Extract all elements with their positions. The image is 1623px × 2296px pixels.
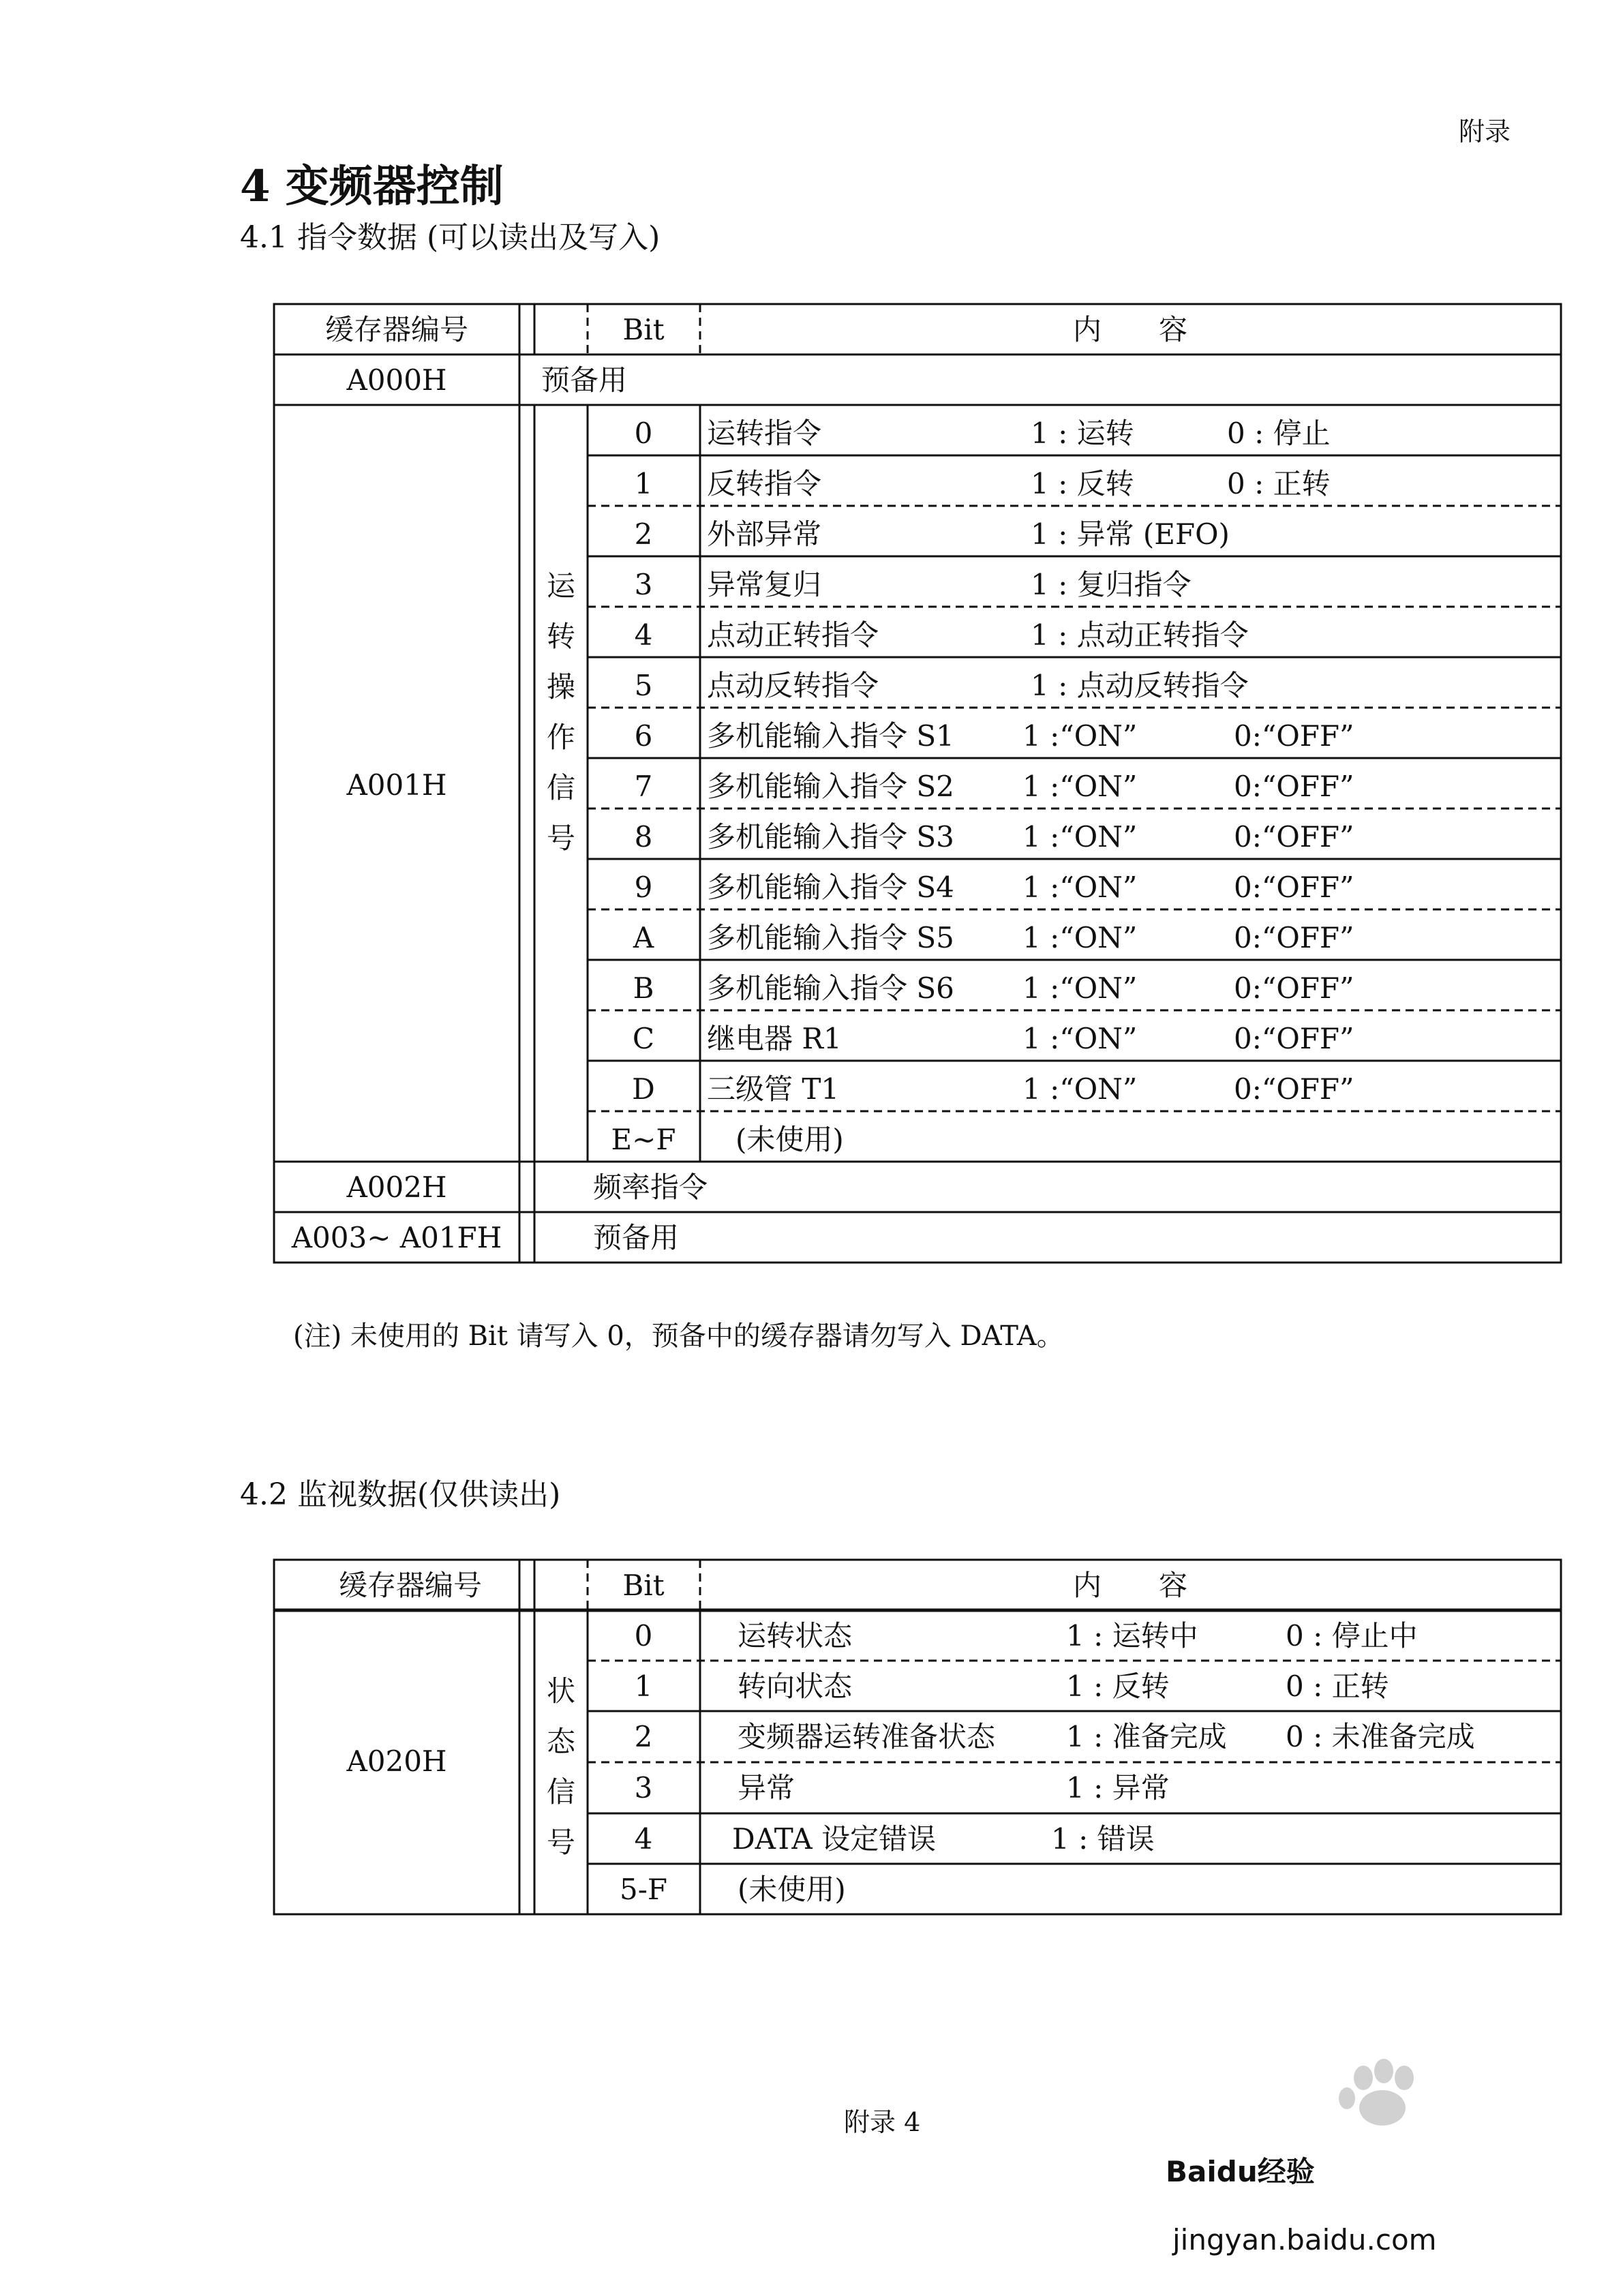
value-on-cell: 1 :“ON” <box>1022 971 1138 1005</box>
subsection-title-command-data: 4.1 指令数据 (可以读出及写入) <box>240 220 661 255</box>
bit-cell: D <box>632 1072 655 1106</box>
value-off-cell: 0 : 停止中 <box>1286 1619 1418 1652</box>
col-content-header: 内 容 <box>1072 1569 1188 1602</box>
value-off-cell: 0 : 正转 <box>1286 1670 1389 1703</box>
name-cell: 反转指令 <box>707 467 822 500</box>
paw-icon <box>1339 2059 1414 2126</box>
bit-cell: C <box>632 1022 655 1055</box>
col-bit-header: Bit <box>622 1569 665 1602</box>
bit-cell: 0 <box>634 417 653 450</box>
value-off-cell: 0:“OFF” <box>1234 871 1354 904</box>
bit-cell: 5 <box>634 669 653 702</box>
value-on-cell: 1 :“ON” <box>1022 719 1138 753</box>
name-cell: 多机能输入指令 S1 <box>707 719 954 753</box>
value-on-cell: 1 :“ON” <box>1022 820 1138 854</box>
value-on-cell: 1 :“ON” <box>1022 1072 1138 1106</box>
subsection-title-monitor-data: 4.2 监视数据(仅供读出) <box>240 1477 561 1512</box>
name-cell: 多机能输入指令 S2 <box>707 770 954 803</box>
page-header-label: 附录 <box>1459 117 1511 147</box>
group-char: 操 <box>546 670 576 704</box>
value-on-cell: 1 : 复归指令 <box>1031 568 1192 601</box>
bit-cell: A <box>633 921 654 954</box>
value-on-cell: 1 : 点动反转指令 <box>1031 669 1249 702</box>
name-cell: 多机能输入指令 S5 <box>707 921 954 954</box>
name-cell: 多机能输入指令 S3 <box>707 820 954 854</box>
bit-cell: E~F <box>611 1123 676 1156</box>
a020-group-label <box>547 1674 576 1859</box>
table-row <box>635 1670 1389 1703</box>
value-on-cell: 1 : 运转 <box>1031 417 1134 450</box>
group-char: 信 <box>546 771 576 804</box>
register-a001: A001H <box>346 768 447 802</box>
name-cell: 外部异常 <box>707 517 822 551</box>
bit-cell: 6 <box>634 719 653 753</box>
value-on-cell: 1 :“ON” <box>1022 1022 1138 1055</box>
table-row <box>635 1720 1475 1753</box>
table-row <box>635 1822 1155 1856</box>
table-row <box>635 1619 1418 1652</box>
name-cell: 三级管 T1 <box>707 1072 840 1106</box>
value-off-cell: 0:“OFF” <box>1234 820 1354 854</box>
value-on-cell: 1 : 反转 <box>1031 467 1134 500</box>
name-cell: 继电器 R1 <box>707 1022 842 1055</box>
value-off-cell: 0:“OFF” <box>1234 1072 1354 1106</box>
value-on-cell: 1 : 反转 <box>1066 1670 1170 1703</box>
value-off-cell: 0:“OFF” <box>1234 719 1354 753</box>
group-char: 作 <box>546 721 576 754</box>
group-char: 态 <box>546 1725 576 1758</box>
table-note: (注) 未使用的 Bit 请写入 0，预备中的缓存器请勿写入 DATA。 <box>293 1320 1064 1352</box>
value-on-cell: 1 :“ON” <box>1022 871 1138 904</box>
bit-cell: 3 <box>634 1771 653 1804</box>
watermark-brand: Baidu经验 <box>1166 2155 1315 2188</box>
register-a002: A002H <box>346 1170 447 1204</box>
name-cell: DATA 设定错误 <box>732 1822 937 1856</box>
group-char: 状 <box>546 1674 576 1708</box>
bit-cell: 3 <box>634 568 653 601</box>
bit-cell: 1 <box>634 467 653 500</box>
value-off-cell: 0:“OFF” <box>1234 770 1354 803</box>
bit-cell: 4 <box>634 1822 653 1856</box>
bit-cell: 4 <box>634 618 653 652</box>
name-cell: 转向状态 <box>738 1670 853 1703</box>
bit-cell: 7 <box>634 770 653 803</box>
col-register-header: 缓存器编号 <box>324 313 469 346</box>
register-a002-desc: 频率指令 <box>593 1170 708 1204</box>
bit-cell: 0 <box>634 1619 653 1652</box>
register-a003-desc: 预备用 <box>593 1221 680 1254</box>
register-a003-a01f: A003~ A01FH <box>291 1221 502 1254</box>
value-on-cell: 1 : 错误 <box>1051 1822 1155 1856</box>
name-cell: 异常复归 <box>707 568 822 601</box>
bit-cell: 1 <box>634 1670 653 1703</box>
name-cell: 点动反转指令 <box>707 669 879 702</box>
group-char: 号 <box>546 1826 576 1859</box>
register-a000: A000H <box>346 363 447 397</box>
value-on-cell: 1 : 准备完成 <box>1066 1720 1227 1753</box>
name-cell: 运转状态 <box>738 1619 853 1652</box>
bit-cell: 9 <box>634 871 653 904</box>
register-a020: A020H <box>346 1744 447 1778</box>
name-cell: 多机能输入指令 S4 <box>707 871 954 904</box>
page-footer: 附录 4 <box>844 2107 921 2137</box>
value-on-cell: 1 :“ON” <box>1022 921 1138 954</box>
value-on-cell: 1 : 运转中 <box>1066 1619 1198 1652</box>
name-cell: (未使用) <box>707 1123 844 1156</box>
value-on-cell: 1 : 异常 (EFO) <box>1031 517 1230 551</box>
value-on-cell: 1 : 异常 <box>1066 1771 1170 1804</box>
col-bit-header: Bit <box>622 313 665 346</box>
value-off-cell: 0:“OFF” <box>1234 1022 1354 1055</box>
value-off-cell: 0 : 停止 <box>1227 417 1331 450</box>
bit-cell: 8 <box>634 820 653 854</box>
bit-cell: 2 <box>634 517 653 551</box>
register-a000-desc: 预备用 <box>541 363 628 397</box>
value-off-cell: 0 : 未准备完成 <box>1286 1720 1475 1753</box>
col-register-header: 缓存器编号 <box>338 1569 483 1602</box>
value-on-cell: 1 : 点动正转指令 <box>1031 618 1249 652</box>
bit-cell: 2 <box>634 1720 653 1753</box>
name-cell: 异常 <box>738 1771 795 1804</box>
value-off-cell: 0 : 正转 <box>1227 467 1331 500</box>
value-off-cell: 0:“OFF” <box>1234 971 1354 1005</box>
col-content-header: 内 容 <box>1072 313 1188 346</box>
value-off-cell: 0:“OFF” <box>1234 921 1354 954</box>
group-char: 转 <box>546 620 576 653</box>
section-title: 4 变频器控制 <box>240 161 504 212</box>
group-char: 信 <box>546 1775 576 1809</box>
bit-cell: B <box>633 971 654 1005</box>
watermark-url: jingyan.baidu.com <box>1172 2223 1437 2256</box>
value-on-cell: 1 :“ON” <box>1022 770 1138 803</box>
group-char: 号 <box>546 821 576 855</box>
group-char: 运 <box>546 569 576 603</box>
name-cell: 多机能输入指令 S6 <box>707 971 954 1005</box>
table-row <box>620 1873 846 1906</box>
baidu-jingyan-watermark <box>1159 2045 1568 2270</box>
table-row <box>635 1771 1170 1804</box>
name-cell: 点动正转指令 <box>707 618 879 652</box>
name-cell: 变频器运转准备状态 <box>738 1720 996 1753</box>
name-cell: (未使用) <box>738 1873 846 1906</box>
bit-cell: 5-F <box>619 1873 668 1906</box>
name-cell: 运转指令 <box>707 417 822 450</box>
